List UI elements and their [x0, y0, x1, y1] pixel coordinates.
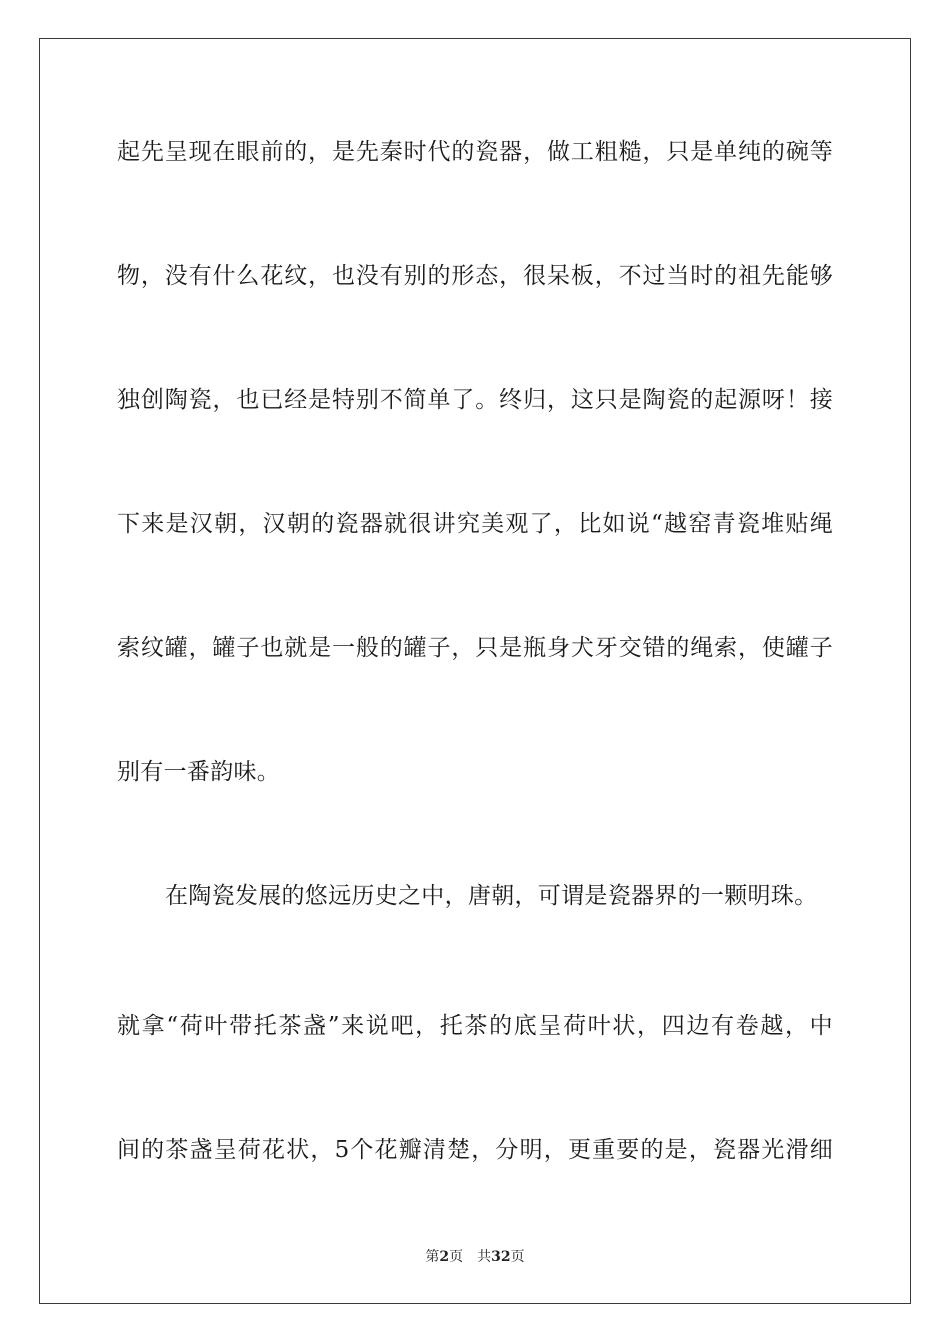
page-border [39, 38, 911, 1304]
footer-total-suffix: 页 [510, 1249, 525, 1265]
body-text-line-5: 索纹罐，罐子也就是一般的罐子，只是瓶身犬牙交错的绳索，使罐子 [117, 635, 833, 661]
body-text-line-4: 下来是汉朝，汉朝的瓷器就很讲究美观了，比如说“越窑青瓷堆贴绳 [117, 511, 833, 537]
body-text-line-9: 间的茶盏呈荷花状，5个花瓣清楚，分明，更重要的是，瓷器光滑细 [117, 1137, 833, 1163]
footer-page-prefix: 第 [425, 1249, 440, 1265]
body-text-line-3: 独创陶瓷，也已经是特别不简单了。终归，这只是陶瓷的起源呀！接 [117, 387, 833, 413]
footer-total-prefix: 共 [477, 1249, 492, 1265]
body-text-line-6: 别有一番韵味。 [117, 759, 281, 785]
footer-total-pages: 32 [491, 1249, 511, 1265]
page-footer [0, 1248, 950, 1266]
footer-page-number: 2 [439, 1249, 450, 1265]
body-text-line-7: 在陶瓷发展的悠远历史之中，唐朝，可谓是瓷器界的一颗明珠。 [165, 883, 818, 909]
body-text-line-8: 就拿“荷叶带托茶盏”来说吧，托茶的底呈荷叶状，四边有卷越，中 [117, 1013, 833, 1039]
body-text-line-1: 起先呈现在眼前的，是先秦时代的瓷器，做工粗糙，只是单纯的碗等 [117, 139, 833, 165]
body-text-line-2: 物，没有什么花纹，也没有别的形态，很呆板，不过当时的祖先能够 [117, 263, 833, 289]
footer-page-suffix: 页 [449, 1249, 464, 1265]
